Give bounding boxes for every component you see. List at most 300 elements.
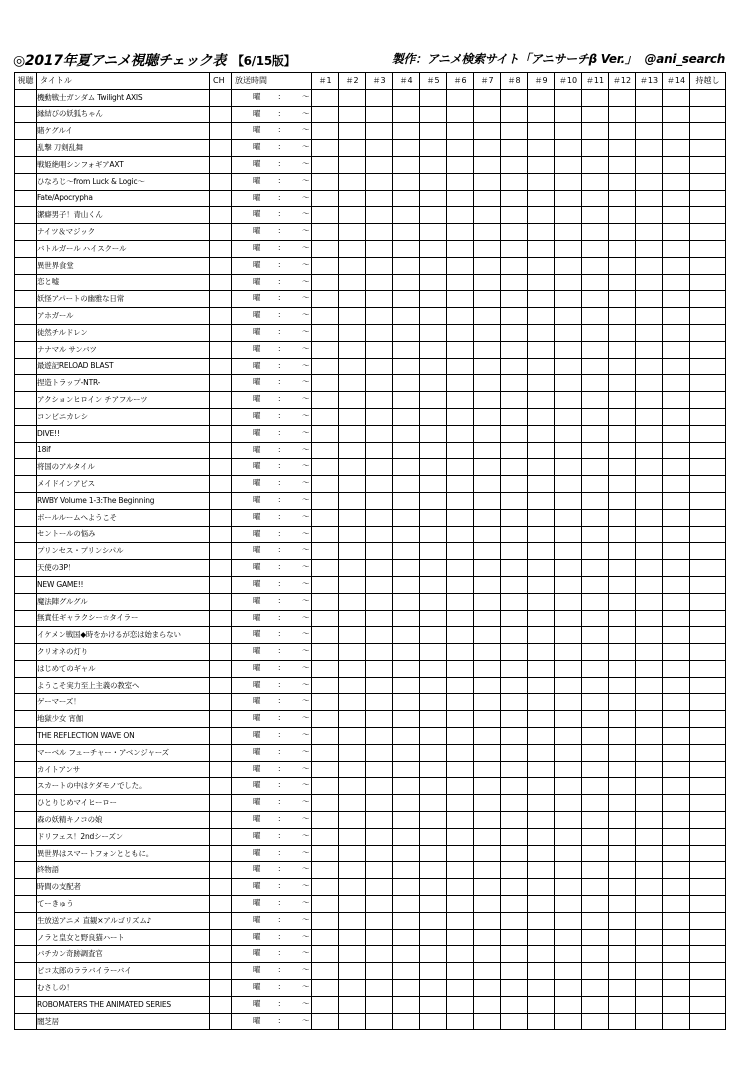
episode-check-cell[interactable] [609, 123, 636, 140]
episode-check-cell[interactable] [312, 694, 339, 711]
channel-cell[interactable] [210, 644, 232, 661]
episode-check-cell[interactable] [663, 341, 690, 358]
episode-check-cell[interactable] [636, 912, 663, 929]
episode-check-cell[interactable] [420, 308, 447, 325]
episode-check-cell[interactable] [393, 644, 420, 661]
episode-check-cell[interactable] [528, 89, 555, 106]
episode-check-cell[interactable] [447, 963, 474, 980]
episode-check-cell[interactable] [393, 896, 420, 913]
episode-check-cell[interactable] [501, 442, 528, 459]
carryover-cell[interactable] [690, 492, 726, 509]
broadcast-time-cell[interactable] [232, 257, 312, 274]
episode-check-cell[interactable] [555, 660, 582, 677]
broadcast-time-cell[interactable] [232, 845, 312, 862]
episode-check-cell[interactable] [609, 980, 636, 997]
episode-check-cell[interactable] [501, 694, 528, 711]
episode-check-cell[interactable] [474, 140, 501, 157]
episode-check-cell[interactable] [528, 442, 555, 459]
watch-checkbox-cell[interactable] [15, 173, 37, 190]
channel-cell[interactable] [210, 123, 232, 140]
watch-checkbox-cell[interactable] [15, 946, 37, 963]
episode-check-cell[interactable] [636, 660, 663, 677]
episode-check-cell[interactable] [582, 795, 609, 812]
episode-check-cell[interactable] [528, 526, 555, 543]
episode-check-cell[interactable] [474, 526, 501, 543]
episode-check-cell[interactable] [582, 358, 609, 375]
episode-check-cell[interactable] [474, 1013, 501, 1030]
episode-check-cell[interactable] [636, 274, 663, 291]
episode-check-cell[interactable] [420, 795, 447, 812]
episode-check-cell[interactable] [501, 879, 528, 896]
episode-check-cell[interactable] [447, 291, 474, 308]
episode-check-cell[interactable] [474, 912, 501, 929]
carryover-cell[interactable] [690, 644, 726, 661]
broadcast-time-cell[interactable] [232, 291, 312, 308]
episode-check-cell[interactable] [636, 492, 663, 509]
episode-check-cell[interactable] [474, 274, 501, 291]
channel-cell[interactable] [210, 291, 232, 308]
episode-check-cell[interactable] [609, 728, 636, 745]
watch-checkbox-cell[interactable] [15, 123, 37, 140]
episode-check-cell[interactable] [447, 425, 474, 442]
episode-check-cell[interactable] [474, 593, 501, 610]
episode-check-cell[interactable] [609, 946, 636, 963]
broadcast-time-cell[interactable] [232, 425, 312, 442]
episode-check-cell[interactable] [609, 912, 636, 929]
episode-check-cell[interactable] [339, 173, 366, 190]
episode-check-cell[interactable] [501, 240, 528, 257]
channel-cell[interactable] [210, 980, 232, 997]
episode-check-cell[interactable] [663, 442, 690, 459]
episode-check-cell[interactable] [420, 996, 447, 1013]
episode-check-cell[interactable] [420, 358, 447, 375]
episode-check-cell[interactable] [312, 812, 339, 829]
episode-check-cell[interactable] [312, 1013, 339, 1030]
episode-check-cell[interactable] [339, 240, 366, 257]
episode-check-cell[interactable] [393, 425, 420, 442]
episode-check-cell[interactable] [447, 106, 474, 123]
episode-check-cell[interactable] [474, 492, 501, 509]
episode-check-cell[interactable] [447, 509, 474, 526]
episode-check-cell[interactable] [636, 173, 663, 190]
episode-check-cell[interactable] [582, 744, 609, 761]
episode-check-cell[interactable] [339, 543, 366, 560]
episode-check-cell[interactable] [555, 744, 582, 761]
episode-check-cell[interactable] [555, 677, 582, 694]
episode-check-cell[interactable] [609, 694, 636, 711]
episode-check-cell[interactable] [366, 761, 393, 778]
channel-cell[interactable] [210, 812, 232, 829]
episode-check-cell[interactable] [582, 156, 609, 173]
episode-check-cell[interactable] [636, 358, 663, 375]
episode-check-cell[interactable] [312, 879, 339, 896]
broadcast-time-cell[interactable] [232, 459, 312, 476]
episode-check-cell[interactable] [420, 526, 447, 543]
episode-check-cell[interactable] [393, 89, 420, 106]
episode-check-cell[interactable] [474, 543, 501, 560]
episode-check-cell[interactable] [420, 1013, 447, 1030]
episode-check-cell[interactable] [420, 543, 447, 560]
broadcast-time-cell[interactable] [232, 660, 312, 677]
episode-check-cell[interactable] [663, 996, 690, 1013]
carryover-cell[interactable] [690, 660, 726, 677]
episode-check-cell[interactable] [582, 425, 609, 442]
episode-check-cell[interactable] [636, 207, 663, 224]
carryover-cell[interactable] [690, 341, 726, 358]
episode-check-cell[interactable] [420, 89, 447, 106]
episode-check-cell[interactable] [528, 660, 555, 677]
episode-check-cell[interactable] [420, 324, 447, 341]
episode-check-cell[interactable] [393, 778, 420, 795]
episode-check-cell[interactable] [393, 207, 420, 224]
episode-check-cell[interactable] [474, 879, 501, 896]
channel-cell[interactable] [210, 912, 232, 929]
episode-check-cell[interactable] [339, 912, 366, 929]
episode-check-cell[interactable] [339, 929, 366, 946]
episode-check-cell[interactable] [528, 845, 555, 862]
episode-check-cell[interactable] [636, 392, 663, 409]
episode-check-cell[interactable] [663, 694, 690, 711]
episode-check-cell[interactable] [366, 912, 393, 929]
episode-check-cell[interactable] [582, 509, 609, 526]
episode-check-cell[interactable] [528, 459, 555, 476]
episode-check-cell[interactable] [663, 392, 690, 409]
episode-check-cell[interactable] [528, 173, 555, 190]
episode-check-cell[interactable] [420, 291, 447, 308]
episode-check-cell[interactable] [663, 761, 690, 778]
episode-check-cell[interactable] [582, 560, 609, 577]
episode-check-cell[interactable] [366, 644, 393, 661]
episode-check-cell[interactable] [447, 274, 474, 291]
carryover-cell[interactable] [690, 106, 726, 123]
episode-check-cell[interactable] [393, 677, 420, 694]
episode-check-cell[interactable] [312, 224, 339, 241]
broadcast-time-cell[interactable] [232, 627, 312, 644]
episode-check-cell[interactable] [528, 980, 555, 997]
broadcast-time-cell[interactable] [232, 190, 312, 207]
channel-cell[interactable] [210, 896, 232, 913]
episode-check-cell[interactable] [312, 728, 339, 745]
broadcast-time-cell[interactable] [232, 610, 312, 627]
episode-check-cell[interactable] [501, 375, 528, 392]
episode-check-cell[interactable] [447, 224, 474, 241]
episode-check-cell[interactable] [393, 476, 420, 493]
broadcast-time-cell[interactable] [232, 375, 312, 392]
episode-check-cell[interactable] [636, 123, 663, 140]
episode-check-cell[interactable] [528, 610, 555, 627]
episode-check-cell[interactable] [312, 778, 339, 795]
episode-check-cell[interactable] [501, 1013, 528, 1030]
carryover-cell[interactable] [690, 358, 726, 375]
episode-check-cell[interactable] [366, 106, 393, 123]
channel-cell[interactable] [210, 963, 232, 980]
episode-check-cell[interactable] [663, 812, 690, 829]
episode-check-cell[interactable] [609, 358, 636, 375]
episode-check-cell[interactable] [636, 1013, 663, 1030]
episode-check-cell[interactable] [501, 123, 528, 140]
episode-check-cell[interactable] [447, 812, 474, 829]
episode-check-cell[interactable] [582, 543, 609, 560]
episode-check-cell[interactable] [420, 845, 447, 862]
episode-check-cell[interactable] [393, 728, 420, 745]
watch-checkbox-cell[interactable] [15, 442, 37, 459]
episode-check-cell[interactable] [636, 408, 663, 425]
episode-check-cell[interactable] [582, 341, 609, 358]
episode-check-cell[interactable] [474, 795, 501, 812]
episode-check-cell[interactable] [447, 257, 474, 274]
episode-check-cell[interactable] [312, 744, 339, 761]
episode-check-cell[interactable] [501, 190, 528, 207]
episode-check-cell[interactable] [555, 408, 582, 425]
episode-check-cell[interactable] [501, 828, 528, 845]
episode-check-cell[interactable] [447, 912, 474, 929]
episode-check-cell[interactable] [528, 476, 555, 493]
episode-check-cell[interactable] [312, 106, 339, 123]
channel-cell[interactable] [210, 224, 232, 241]
episode-check-cell[interactable] [636, 156, 663, 173]
episode-check-cell[interactable] [447, 627, 474, 644]
broadcast-time-cell[interactable] [232, 862, 312, 879]
broadcast-time-cell[interactable] [232, 442, 312, 459]
episode-check-cell[interactable] [366, 660, 393, 677]
episode-check-cell[interactable] [555, 257, 582, 274]
broadcast-time-cell[interactable] [232, 324, 312, 341]
episode-check-cell[interactable] [609, 677, 636, 694]
episode-check-cell[interactable] [582, 660, 609, 677]
broadcast-time-cell[interactable] [232, 492, 312, 509]
episode-check-cell[interactable] [663, 879, 690, 896]
broadcast-time-cell[interactable] [232, 778, 312, 795]
episode-check-cell[interactable] [582, 761, 609, 778]
watch-checkbox-cell[interactable] [15, 795, 37, 812]
episode-check-cell[interactable] [501, 912, 528, 929]
episode-check-cell[interactable] [366, 140, 393, 157]
carryover-cell[interactable] [690, 828, 726, 845]
episode-check-cell[interactable] [528, 291, 555, 308]
episode-check-cell[interactable] [501, 576, 528, 593]
carryover-cell[interactable] [690, 996, 726, 1013]
episode-check-cell[interactable] [447, 677, 474, 694]
channel-cell[interactable] [210, 492, 232, 509]
episode-check-cell[interactable] [528, 207, 555, 224]
episode-check-cell[interactable] [555, 224, 582, 241]
carryover-cell[interactable] [690, 627, 726, 644]
episode-check-cell[interactable] [501, 207, 528, 224]
watch-checkbox-cell[interactable] [15, 812, 37, 829]
channel-cell[interactable] [210, 1013, 232, 1030]
episode-check-cell[interactable] [447, 341, 474, 358]
episode-check-cell[interactable] [528, 812, 555, 829]
episode-check-cell[interactable] [663, 627, 690, 644]
episode-check-cell[interactable] [366, 358, 393, 375]
episode-check-cell[interactable] [528, 761, 555, 778]
episode-check-cell[interactable] [501, 509, 528, 526]
episode-check-cell[interactable] [339, 291, 366, 308]
episode-check-cell[interactable] [555, 140, 582, 157]
episode-check-cell[interactable] [609, 778, 636, 795]
episode-check-cell[interactable] [339, 308, 366, 325]
episode-check-cell[interactable] [528, 728, 555, 745]
episode-check-cell[interactable] [501, 526, 528, 543]
episode-check-cell[interactable] [474, 89, 501, 106]
watch-checkbox-cell[interactable] [15, 560, 37, 577]
episode-check-cell[interactable] [447, 980, 474, 997]
episode-check-cell[interactable] [636, 476, 663, 493]
episode-check-cell[interactable] [312, 291, 339, 308]
carryover-cell[interactable] [690, 980, 726, 997]
episode-check-cell[interactable] [501, 812, 528, 829]
episode-check-cell[interactable] [528, 408, 555, 425]
watch-checkbox-cell[interactable] [15, 425, 37, 442]
broadcast-time-cell[interactable] [232, 929, 312, 946]
episode-check-cell[interactable] [339, 324, 366, 341]
episode-check-cell[interactable] [663, 190, 690, 207]
carryover-cell[interactable] [690, 324, 726, 341]
episode-check-cell[interactable] [393, 610, 420, 627]
episode-check-cell[interactable] [393, 442, 420, 459]
episode-check-cell[interactable] [582, 845, 609, 862]
episode-check-cell[interactable] [636, 728, 663, 745]
episode-check-cell[interactable] [636, 896, 663, 913]
episode-check-cell[interactable] [609, 896, 636, 913]
episode-check-cell[interactable] [366, 778, 393, 795]
watch-checkbox-cell[interactable] [15, 156, 37, 173]
episode-check-cell[interactable] [663, 795, 690, 812]
episode-check-cell[interactable] [636, 862, 663, 879]
episode-check-cell[interactable] [474, 896, 501, 913]
watch-checkbox-cell[interactable] [15, 711, 37, 728]
episode-check-cell[interactable] [636, 240, 663, 257]
broadcast-time-cell[interactable] [232, 173, 312, 190]
episode-check-cell[interactable] [366, 560, 393, 577]
episode-check-cell[interactable] [555, 912, 582, 929]
episode-check-cell[interactable] [339, 828, 366, 845]
broadcast-time-cell[interactable] [232, 744, 312, 761]
episode-check-cell[interactable] [582, 711, 609, 728]
channel-cell[interactable] [210, 476, 232, 493]
episode-check-cell[interactable] [339, 190, 366, 207]
episode-check-cell[interactable] [609, 476, 636, 493]
episode-check-cell[interactable] [393, 912, 420, 929]
episode-check-cell[interactable] [474, 761, 501, 778]
episode-check-cell[interactable] [420, 812, 447, 829]
episode-check-cell[interactable] [366, 795, 393, 812]
episode-check-cell[interactable] [339, 744, 366, 761]
watch-checkbox-cell[interactable] [15, 677, 37, 694]
episode-check-cell[interactable] [366, 963, 393, 980]
episode-check-cell[interactable] [528, 694, 555, 711]
episode-check-cell[interactable] [366, 308, 393, 325]
episode-check-cell[interactable] [582, 408, 609, 425]
episode-check-cell[interactable] [663, 257, 690, 274]
episode-check-cell[interactable] [582, 862, 609, 879]
episode-check-cell[interactable] [528, 711, 555, 728]
episode-check-cell[interactable] [636, 795, 663, 812]
channel-cell[interactable] [210, 375, 232, 392]
episode-check-cell[interactable] [339, 845, 366, 862]
watch-checkbox-cell[interactable] [15, 492, 37, 509]
episode-check-cell[interactable] [447, 778, 474, 795]
episode-check-cell[interactable] [609, 425, 636, 442]
episode-check-cell[interactable] [636, 459, 663, 476]
episode-check-cell[interactable] [582, 728, 609, 745]
episode-check-cell[interactable] [636, 778, 663, 795]
watch-checkbox-cell[interactable] [15, 845, 37, 862]
episode-check-cell[interactable] [447, 946, 474, 963]
carryover-cell[interactable] [690, 862, 726, 879]
episode-check-cell[interactable] [582, 123, 609, 140]
episode-check-cell[interactable] [312, 492, 339, 509]
episode-check-cell[interactable] [447, 392, 474, 409]
episode-check-cell[interactable] [555, 509, 582, 526]
episode-check-cell[interactable] [501, 459, 528, 476]
episode-check-cell[interactable] [582, 173, 609, 190]
episode-check-cell[interactable] [582, 996, 609, 1013]
watch-checkbox-cell[interactable] [15, 341, 37, 358]
broadcast-time-cell[interactable] [232, 795, 312, 812]
episode-check-cell[interactable] [501, 425, 528, 442]
carryover-cell[interactable] [690, 291, 726, 308]
episode-check-cell[interactable] [528, 795, 555, 812]
broadcast-time-cell[interactable] [232, 274, 312, 291]
broadcast-time-cell[interactable] [232, 140, 312, 157]
episode-check-cell[interactable] [501, 324, 528, 341]
episode-check-cell[interactable] [447, 543, 474, 560]
episode-check-cell[interactable] [474, 862, 501, 879]
episode-check-cell[interactable] [474, 341, 501, 358]
episode-check-cell[interactable] [555, 392, 582, 409]
episode-check-cell[interactable] [366, 896, 393, 913]
episode-check-cell[interactable] [474, 291, 501, 308]
episode-check-cell[interactable] [663, 274, 690, 291]
episode-check-cell[interactable] [582, 694, 609, 711]
episode-check-cell[interactable] [582, 224, 609, 241]
episode-check-cell[interactable] [528, 946, 555, 963]
episode-check-cell[interactable] [393, 795, 420, 812]
broadcast-time-cell[interactable] [232, 761, 312, 778]
channel-cell[interactable] [210, 929, 232, 946]
episode-check-cell[interactable] [474, 476, 501, 493]
episode-check-cell[interactable] [528, 627, 555, 644]
episode-check-cell[interactable] [663, 778, 690, 795]
episode-check-cell[interactable] [366, 392, 393, 409]
episode-check-cell[interactable] [582, 929, 609, 946]
episode-check-cell[interactable] [339, 980, 366, 997]
episode-check-cell[interactable] [420, 593, 447, 610]
episode-check-cell[interactable] [609, 560, 636, 577]
carryover-cell[interactable] [690, 442, 726, 459]
episode-check-cell[interactable] [528, 644, 555, 661]
watch-checkbox-cell[interactable] [15, 963, 37, 980]
channel-cell[interactable] [210, 190, 232, 207]
episode-check-cell[interactable] [609, 929, 636, 946]
episode-check-cell[interactable] [366, 173, 393, 190]
episode-check-cell[interactable] [366, 627, 393, 644]
episode-check-cell[interactable] [447, 140, 474, 157]
episode-check-cell[interactable] [582, 644, 609, 661]
episode-check-cell[interactable] [447, 896, 474, 913]
episode-check-cell[interactable] [609, 812, 636, 829]
episode-check-cell[interactable] [366, 543, 393, 560]
episode-check-cell[interactable] [609, 156, 636, 173]
episode-check-cell[interactable] [339, 459, 366, 476]
episode-check-cell[interactable] [366, 509, 393, 526]
episode-check-cell[interactable] [501, 140, 528, 157]
watch-checkbox-cell[interactable] [15, 375, 37, 392]
episode-check-cell[interactable] [339, 207, 366, 224]
carryover-cell[interactable] [690, 761, 726, 778]
channel-cell[interactable] [210, 576, 232, 593]
